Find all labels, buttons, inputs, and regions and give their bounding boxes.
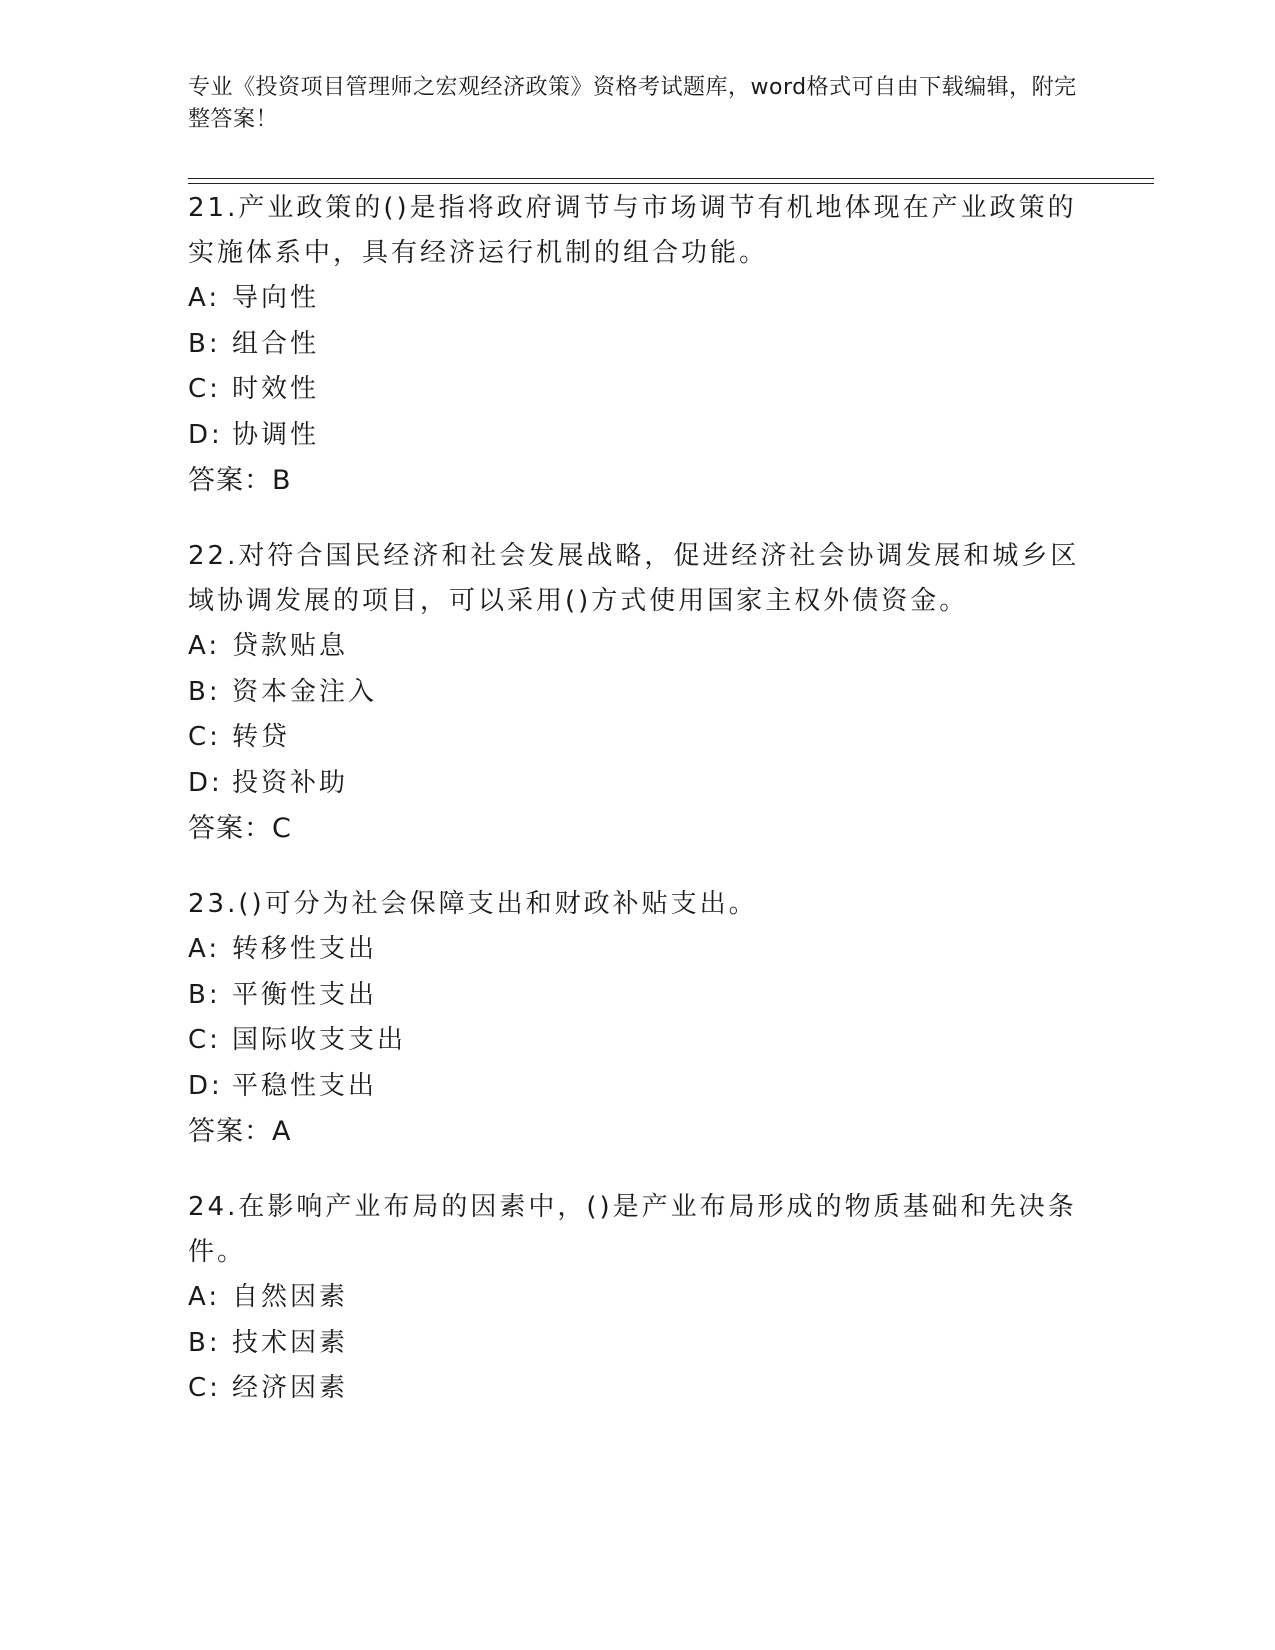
question-stem: 21.产业政策的()是指将政府调节与市场调节有机地体现在产业政策的实施体系中，具有经济运行机制的组合功能。 bbox=[188, 193, 1077, 268]
option-b bbox=[188, 1321, 1088, 1367]
option-c bbox=[188, 1018, 1088, 1064]
answer-line: 答案：A bbox=[188, 1116, 292, 1147]
option-letter: C: bbox=[188, 1025, 221, 1055]
option-text: 转贷 bbox=[232, 722, 291, 752]
header-divider-bottom bbox=[188, 183, 1154, 184]
option-letter: A: bbox=[188, 1282, 221, 1312]
option-text: 自然因素 bbox=[232, 1282, 349, 1312]
question-stem: 24.在影响产业布局的因素中，()是产业布局形成的物质基础和先决条件。 bbox=[188, 1192, 1077, 1267]
option-text: 平衡性支出 bbox=[232, 979, 378, 1010]
answer-line: 答案：C bbox=[188, 813, 292, 844]
option-a bbox=[188, 276, 1088, 322]
option-letter: B: bbox=[188, 979, 221, 1010]
option-a bbox=[188, 624, 1088, 670]
question-24 bbox=[188, 1185, 1088, 1412]
option-text: 国际收支支出 bbox=[232, 1025, 407, 1055]
answer-line: 答案：B bbox=[188, 465, 292, 496]
option-a bbox=[188, 1275, 1088, 1321]
option-text: 资本金注入 bbox=[232, 676, 378, 707]
option-text: 组合性 bbox=[232, 328, 320, 359]
option-d bbox=[188, 413, 1088, 459]
option-text: 导向性 bbox=[232, 283, 320, 313]
option-c bbox=[188, 1366, 1088, 1412]
question-23 bbox=[188, 882, 1088, 1154]
question-stem: 23.()可分为社会保障支出和财政补贴支出。 bbox=[188, 889, 758, 919]
option-text: 协调性 bbox=[232, 419, 320, 450]
option-text: 技术因素 bbox=[232, 1327, 349, 1358]
document-header: 专业《投资项目管理师之宏观经济政策》资格考试题库，word格式可自由下载编辑，附完整答案！ bbox=[188, 75, 1077, 132]
option-text: 平稳性支出 bbox=[232, 1070, 378, 1101]
option-letter: B: bbox=[188, 676, 221, 707]
option-text: 时效性 bbox=[232, 374, 320, 404]
option-letter: D: bbox=[188, 1070, 223, 1101]
option-text: 经济因素 bbox=[232, 1373, 349, 1403]
option-text: 投资补助 bbox=[232, 767, 349, 798]
option-letter: B: bbox=[188, 328, 221, 359]
option-letter: D: bbox=[188, 419, 223, 450]
question-list bbox=[188, 186, 1088, 1443]
option-d bbox=[188, 1064, 1088, 1110]
option-letter: B: bbox=[188, 1327, 221, 1358]
question-22 bbox=[188, 534, 1088, 851]
option-letter: A: bbox=[188, 934, 221, 964]
option-letter: C: bbox=[188, 374, 221, 404]
option-a bbox=[188, 927, 1088, 973]
option-text: 转移性支出 bbox=[232, 934, 378, 964]
option-letter: A: bbox=[188, 631, 221, 661]
option-c bbox=[188, 715, 1088, 761]
option-letter: D: bbox=[188, 767, 223, 798]
header-divider-top bbox=[188, 178, 1154, 179]
option-d bbox=[188, 761, 1088, 807]
option-letter: A: bbox=[188, 283, 221, 313]
option-letter: C: bbox=[188, 722, 221, 752]
option-b bbox=[188, 322, 1088, 368]
option-letter: C: bbox=[188, 1373, 221, 1403]
option-b bbox=[188, 670, 1088, 716]
option-c bbox=[188, 367, 1088, 413]
option-b bbox=[188, 973, 1088, 1019]
question-stem: 22.对符合国民经济和社会发展战略，促进经济社会协调发展和城乡区域协调发展的项目，可以采用()方式使用国家主权外债资金。 bbox=[188, 541, 1080, 616]
option-text: 贷款贴息 bbox=[232, 631, 349, 661]
question-21 bbox=[188, 186, 1088, 503]
